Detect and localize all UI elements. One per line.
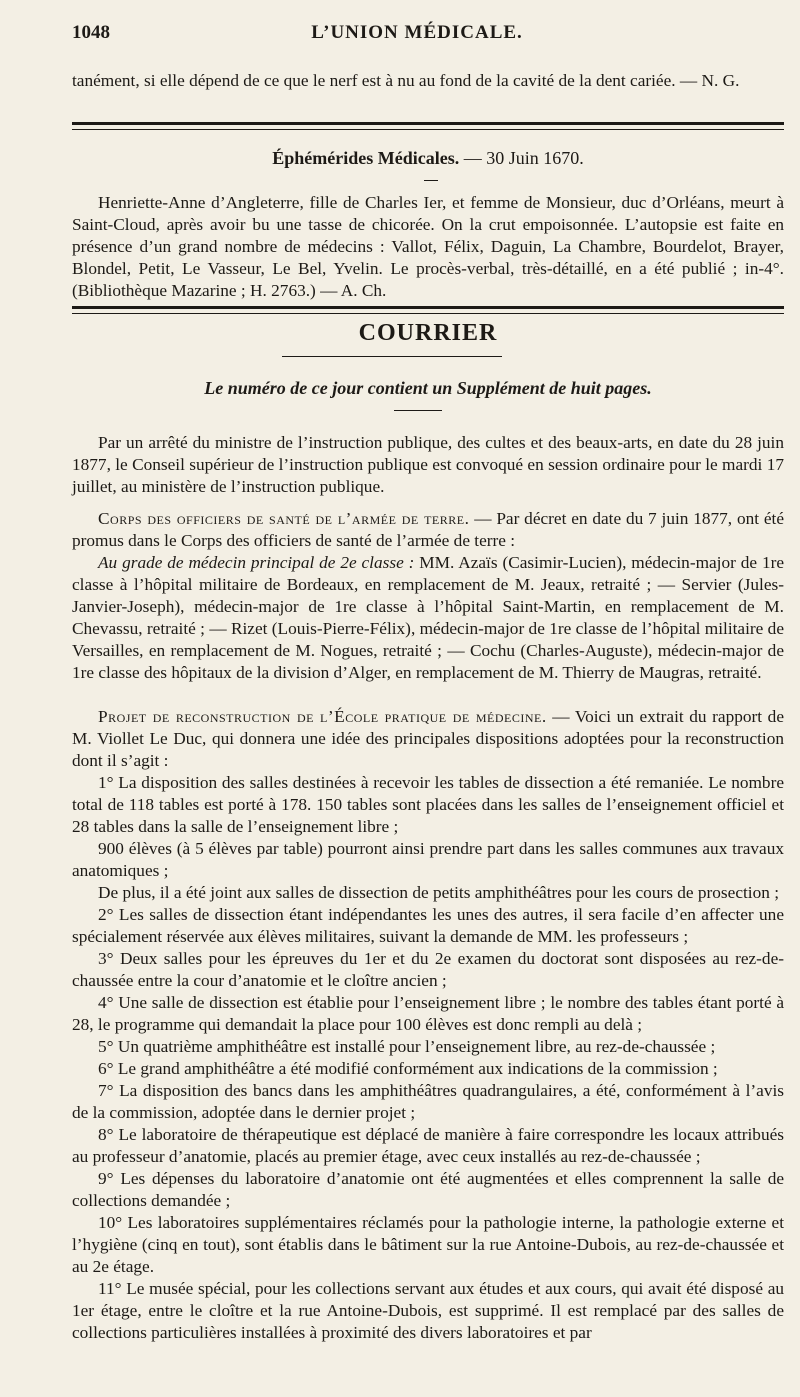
intro-paragraph xyxy=(72,70,784,92)
intro-text: tanément, si elle dépend de ce que le nerf est à nu au fond de la cavité de la dent cariée. — N. G. xyxy=(72,71,740,90)
list-item: 7° La disposition des bancs dans les amphithéâtres quadrangulaires, a été, conformément à l’avis de la commission, adoptée dans le dernier projet ; xyxy=(72,1081,784,1122)
corps-heading: Corps des officiers de santé de l’armée de terre. xyxy=(98,509,470,528)
projet-section xyxy=(72,706,784,1344)
ephemerides-text: Henriette-Anne d’Angleterre, fille de Charles Ier, et femme de Monsieur, duc d’Orléans, meurt à Saint-Cloud, après avoir bu une tasse de chicorée. On la crut empoisonnée. L’autopsie est faite en présence d’un grand nombre de médecins : Vallot, Félix, Daguin, La Chambre, Bourdelot, Brayer, Blondel, Petit, Le Vasseur, Le Bel, Yvelin. Le procès-verbal, très-détaillé, en a été publié ; in-4°. (Bibliothèque Mazarine ; H. 2763.) — A. Ch. xyxy=(72,193,784,300)
arrete-text: Par un arrêté du ministre de l’instruction publique, des cultes et des beaux-arts, en date du 28 juin 1877, le Conseil supérieur de l’instruction publique est convoqué en session ordinaire pour le mardi 17 juillet, au ministère de l’instruction publique. xyxy=(72,433,784,496)
short-rule xyxy=(394,410,442,411)
list-item: De plus, il a été joint aux salles de dissection de petits amphithéâtres pour les cours de prosection ; xyxy=(98,883,779,902)
ephemerides-heading xyxy=(72,148,784,169)
list-item: 6° Le grand amphithéâtre a été modifié conformément aux indications de la commission ; xyxy=(98,1059,718,1078)
running-header xyxy=(72,22,762,50)
list-item: 4° Une salle de dissection est établie pour l’enseignement libre ; le nombre des tables étant porté à 28, le programme qui demandait la place pour 100 élèves est donc rempli au delà ; xyxy=(72,993,784,1034)
list-item: 9° Les dépenses du laboratoire d’anatomie ont été augmentées et elles comprennent la salle de collections demandée ; xyxy=(72,1169,784,1210)
section-divider xyxy=(72,306,784,309)
section-divider xyxy=(72,122,784,125)
courrier-underline xyxy=(282,356,502,357)
projet-heading: Projet de reconstruction de l’École pratique de médecine. xyxy=(98,707,547,726)
list-item: 900 élèves (à 5 élèves par table) pourront ainsi prendre part dans les salles communes aux travaux anatomiques ; xyxy=(72,839,784,880)
list-item: 1° La disposition des salles destinées à recevoir les tables de dissection a été remaniée. Le nombre total de 118 tables est porté à 178. 150 tables sont placées dans les salles de l’enseignement officiel et 28 tables dans la salle de l’enseignement libre ; xyxy=(72,773,784,836)
heading-dash xyxy=(424,180,438,181)
grade-label: Au grade de médecin principal de 2e classe : xyxy=(98,553,415,572)
supplement-notice: Le numéro de ce jour contient un Supplément de huit pages. xyxy=(204,378,652,398)
projet-text: — Voici un extrait du rapport de M. Viollet Le Duc, qui donnera une idée des principales dispositions adoptées pour la reconstruction dont il s’agit : xyxy=(72,707,784,770)
corps-text: — Par décret en date du 7 juin 1877, ont été promus dans le Corps des officiers de santé de l’armée de terre : xyxy=(72,509,784,550)
ephemerides-date: — 30 Juin 1670. xyxy=(463,148,584,168)
list-item: 3° Deux salles pour les épreuves du 1er et du 2e examen du doctorat sont disposées au rez-de-chaussée entre la cour d’anatomie et le cloître ancien ; xyxy=(72,949,784,990)
list-item: 5° Un quatrième amphithéâtre est installé pour l’enseignement libre, au rez-de-chaussée ; xyxy=(98,1037,716,1056)
list-item: 10° Les laboratoires supplémentaires réclamés pour la pathologie interne, la pathologie externe et l’hygiène (cinq en tout), sont établis dans le bâtiment sur la rue Antoine-Dubois, au rez-de-chaussée et au 2e étage. xyxy=(72,1213,784,1276)
section-divider-thin xyxy=(72,129,784,130)
list-item: 2° Les salles de dissection étant indépendantes les unes des autres, il sera facile d’en affecter une spécialement réservée aux élèves militaires, suivant la demande de MM. les professeurs ; xyxy=(72,905,784,946)
arrete-paragraph xyxy=(72,432,784,498)
list-item: 11° Le musée spécial, pour les collections servant aux études et aux cours, qui avait été disposé au 1er étage, entre le cloître et la rue Antoine-Dubois, est supprimé. Il est remplacé par des salles de collections particulières installées à proximité des divers laboratoires et par xyxy=(72,1279,784,1342)
grade-text: MM. Azaïs (Casimir-Lucien), médecin-major de 1re classe à l’hôpital militaire de Bordeaux, en remplacement de M. Jeaux, retraité ; — Servier (Jules-Janvier-Joseph), médecin-major de 1re classe à l’hôpital Saint-Martin, en remplacement de M. Chevassu, retraité ; — Rizet (Louis-Pierre-Félix), médecin-major de 1re classe de l’hôpital militaire de Versailles, en remplacement de M. Nogues, retraité ; — Cochu (Charles-Auguste), médecin-major de 1re classe des hôpitaux de la division d’Alger, en remplacement de M. Thierry de Maugras, retraité. xyxy=(72,553,785,682)
running-title: L’UNION MÉDICALE. xyxy=(311,22,523,43)
corps-paragraph xyxy=(72,508,784,684)
list-item: 8° Le laboratoire de thérapeutique est déplacé de manière à faire correspondre les locaux attribués au professeur d’anatomie, placés au premier étage, avec ceux installés au rez-de-chaussée ; xyxy=(72,1125,784,1166)
courrier-heading: COURRIER xyxy=(358,320,498,346)
page-number: 1048 xyxy=(72,22,110,43)
section-divider-thin xyxy=(72,313,784,314)
ephemerides-paragraph xyxy=(72,192,784,302)
ephemerides-title: Éphémérides Médicales. xyxy=(272,148,460,168)
